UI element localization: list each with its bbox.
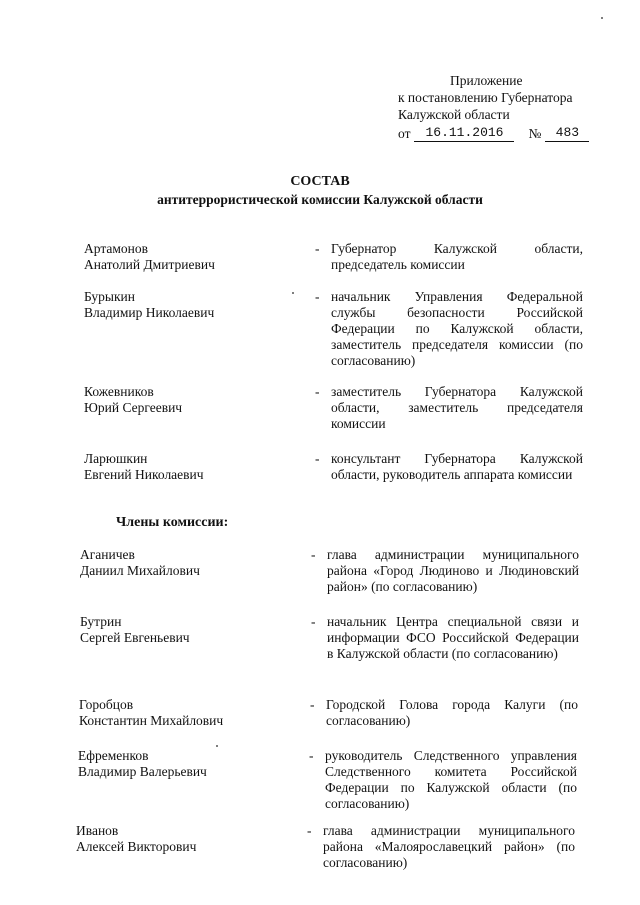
given-names: Даниил Михайлович [80,563,200,578]
surname: Ларюшкин [84,451,148,466]
person-role: Городской Голова города Калуги (по согласованию) [326,697,578,728]
scan-speck [601,17,603,19]
dash-separator: - [315,451,320,466]
given-names: Евгений Николаевич [84,467,204,482]
dash-separator: - [315,289,320,304]
members-heading: Члены комиссии: [116,515,229,530]
given-names: Владимир Николаевич [84,305,215,320]
dash-separator: - [311,547,316,562]
document-title: СОСТАВ [290,174,350,189]
person-name [84,451,304,483]
person-role: глава администрации муниципального района «Город Людиново и Людиновский район» (по согласованию) [327,547,579,594]
number-sign: № [528,126,542,141]
given-names: Константин Михайлович [79,713,224,728]
date-number-row [398,124,583,142]
dash-separator: - [311,614,316,629]
region-name: Калужской области [398,107,510,122]
scan-speck [292,292,294,294]
surname: Кожевников [84,384,154,399]
resolution-reference: к постановлению Губернатора [398,90,573,105]
person-role: заместитель Губернатора Калужской области, заместитель председателя комиссии [331,384,583,431]
person-name [79,697,299,729]
surname: Артамонов [84,241,149,256]
person-name [76,823,296,855]
person-name [84,384,304,416]
appendix-label: Приложение [450,73,523,88]
person-role: начальник Центра специальной связи и информации ФСО Российской Федерации в Калужской области (по согласованию) [327,614,579,661]
given-names: Анатолий Дмитриевич [84,257,215,272]
dash-separator: - [315,241,320,256]
surname: Иванов [76,823,119,838]
person-role: консультант Губернатора Калужской области, руководитель аппарата комиссии [331,451,583,482]
surname: Горобцов [79,697,134,712]
person-name [84,241,304,273]
surname: Аганичев [80,547,135,562]
document-number: 483 [545,124,589,142]
surname: Бутрин [80,614,122,629]
given-names: Алексей Викторович [76,839,197,854]
person-name [84,289,304,321]
scan-speck [216,745,218,747]
person-name [78,748,298,780]
surname: Бурыкин [84,289,135,304]
dash-separator: - [307,823,312,838]
person-role: глава администрации муниципального района «Малоярославецкий район» (по согласованию) [323,823,575,870]
person-role: начальник Управления Федеральной службы безопасности Российской Федерации по Калужской области, заместитель председателя комиссии (по согласованию) [331,289,583,368]
dash-separator: - [315,384,320,399]
document-subtitle: антитеррористической комиссии Калужской области [157,192,483,207]
person-role: руководитель Следственного управления Следственного комитета Российской Федерации по Калужской области (по согласованию) [325,748,577,811]
date-prefix: от [398,126,411,141]
dash-separator: - [309,748,314,763]
surname: Ефременков [78,748,149,763]
given-names: Владимир Валерьевич [78,764,207,779]
given-names: Сергей Евгеньевич [80,630,190,645]
person-role: Губернатор Калужской области, председатель комиссии [331,241,583,272]
given-names: Юрий Сергеевич [84,400,183,415]
person-name [80,547,300,579]
document-date: 16.11.2016 [414,124,514,142]
person-name [80,614,300,646]
dash-separator: - [310,697,315,712]
appendix-header [398,72,583,142]
